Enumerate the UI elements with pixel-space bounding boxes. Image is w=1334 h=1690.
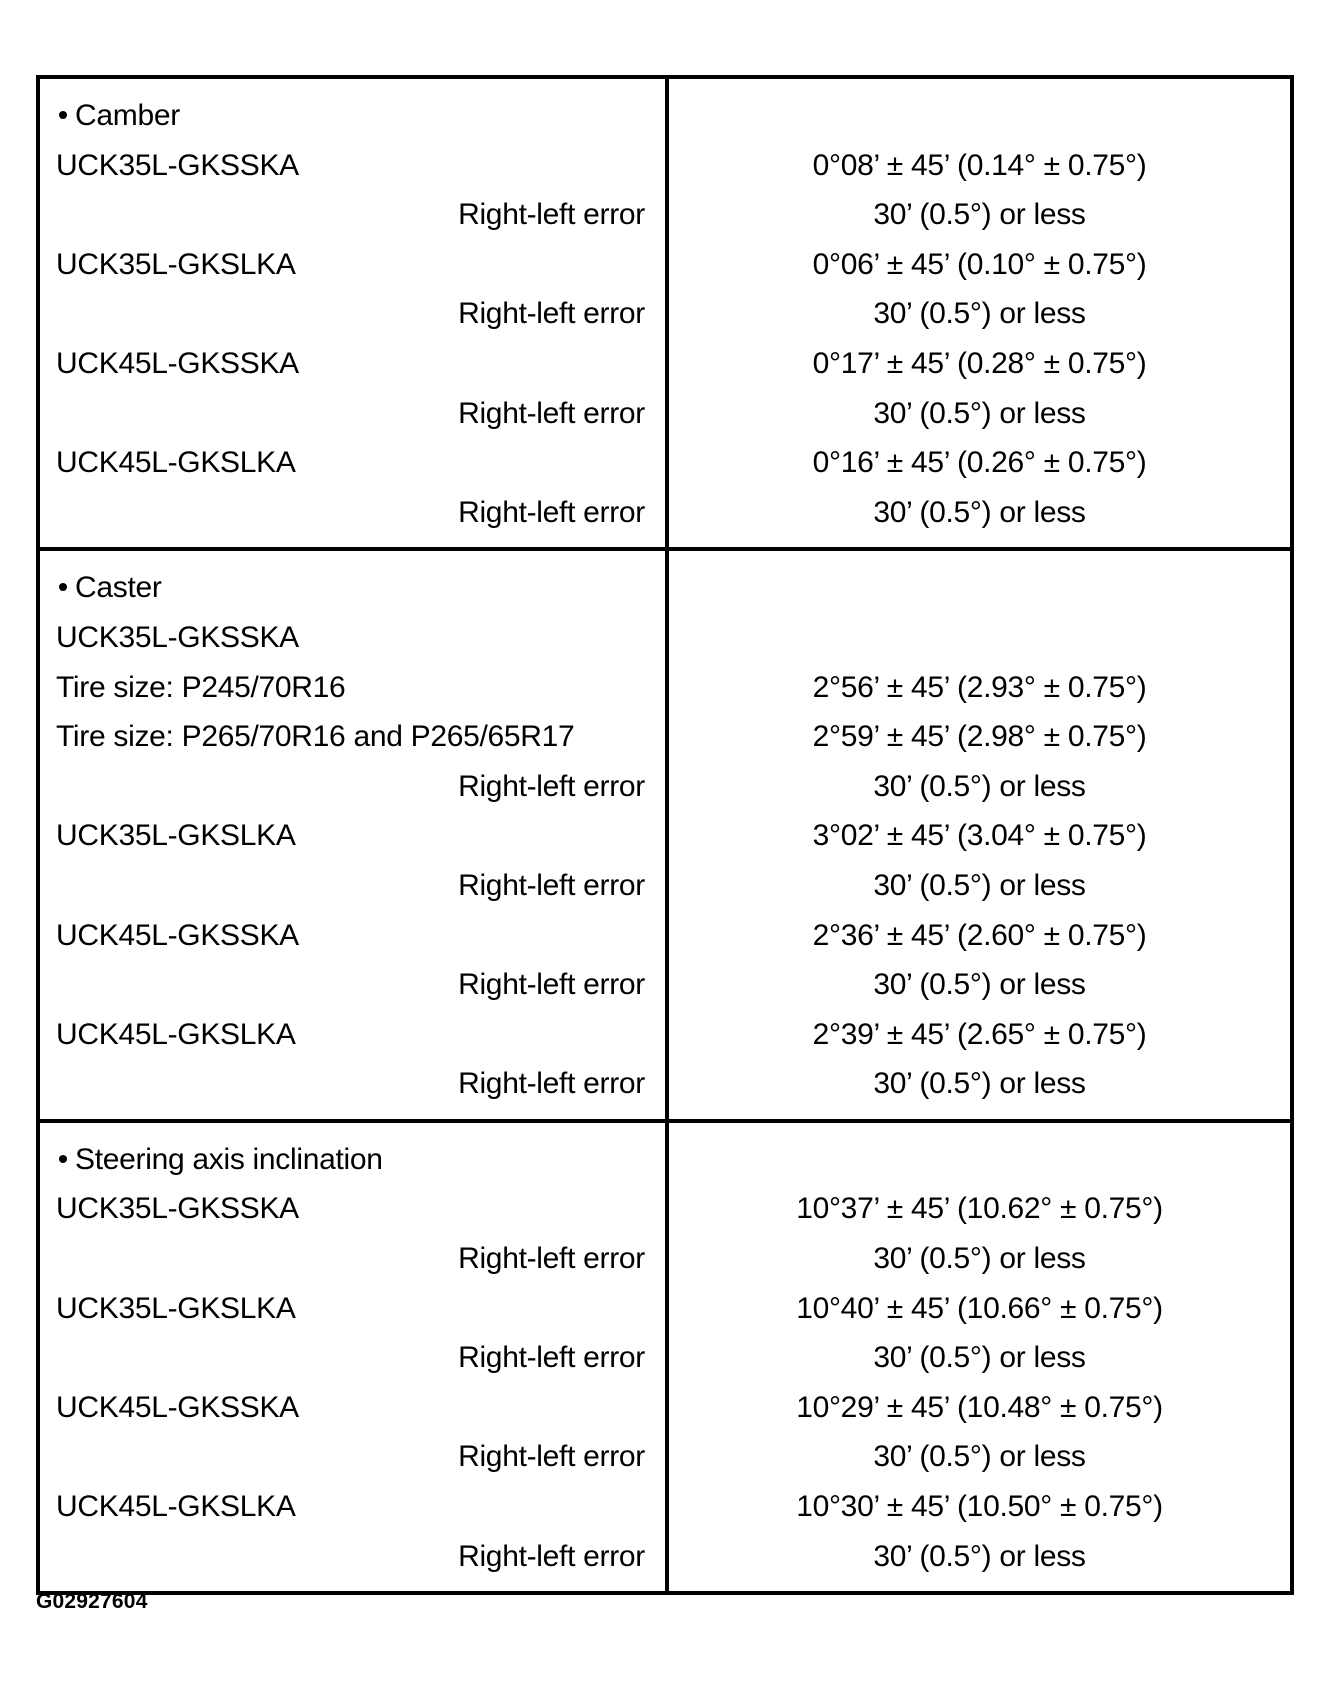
section-heading [56, 1135, 645, 1185]
bullet-icon [59, 111, 67, 119]
spec-value: 10°40’ ± 45’ (10.66° ± 0.75°) [796, 1291, 1163, 1325]
section-steering-axis-inclination [40, 1119, 1290, 1591]
blank-value [669, 563, 1290, 613]
right-left-error-label: Right-left error [458, 1440, 645, 1474]
error-value: 30’ (0.5°) or less [873, 495, 1086, 529]
error-value: 30’ (0.5°) or less [873, 297, 1086, 331]
model-label: UCK35L-GKSLKA [56, 819, 296, 853]
model-label: UCK45L-GKSLKA [56, 446, 296, 480]
section-caster [40, 547, 1290, 1119]
right-left-error-label: Right-left error [458, 297, 645, 331]
right-left-error-label: Right-left error [458, 968, 645, 1002]
section-title: Caster [75, 571, 162, 605]
error-value: 30’ (0.5°) or less [873, 1242, 1086, 1276]
spec-labels-column [40, 551, 669, 1119]
error-value: 30’ (0.5°) or less [873, 1341, 1086, 1375]
section-title: Steering axis inclination [75, 1142, 383, 1176]
section-camber [40, 79, 1290, 547]
error-value: 30’ (0.5°) or less [873, 1539, 1086, 1573]
spec-value: 0°06’ ± 45’ (0.10° ± 0.75°) [812, 247, 1147, 281]
section-heading [56, 563, 645, 613]
blank-value [669, 91, 1290, 141]
model-label: UCK45L-GKSLKA [56, 1490, 296, 1524]
spec-value: 2°39’ ± 45’ (2.65° ± 0.75°) [812, 1017, 1147, 1051]
spec-values-column [669, 1123, 1290, 1591]
right-left-error-label: Right-left error [458, 198, 645, 232]
model-label: UCK35L-GKSLKA [56, 1291, 296, 1325]
spec-value: 0°08’ ± 45’ (0.14° ± 0.75°) [812, 148, 1147, 182]
alignment-spec-table [36, 75, 1294, 1595]
right-left-error-label: Right-left error [458, 396, 645, 430]
spec-labels-column [40, 79, 669, 547]
right-left-error-label: Right-left error [458, 1067, 645, 1101]
right-left-error-label: Right-left error [458, 1539, 645, 1573]
model-label: UCK45L-GKSSKA [56, 1390, 299, 1424]
blank-value [669, 613, 1290, 663]
blank-value [669, 1135, 1290, 1185]
model-label: UCK45L-GKSLKA [56, 1017, 296, 1051]
bullet-icon [59, 1155, 67, 1163]
spec-value: 2°59’ ± 45’ (2.98° ± 0.75°) [812, 720, 1147, 754]
spec-values-column [669, 551, 1290, 1119]
error-value: 30’ (0.5°) or less [873, 396, 1086, 430]
right-left-error-label: Right-left error [458, 1341, 645, 1375]
error-value: 30’ (0.5°) or less [873, 968, 1086, 1002]
section-heading [56, 91, 645, 141]
model-label: UCK35L-GKSSKA [56, 1192, 299, 1226]
model-label: UCK35L-GKSSKA [56, 620, 299, 654]
right-left-error-label: Right-left error [458, 868, 645, 902]
error-value: 30’ (0.5°) or less [873, 1440, 1086, 1474]
spec-value: 10°30’ ± 45’ (10.50° ± 0.75°) [796, 1490, 1163, 1524]
spec-value: 0°17’ ± 45’ (0.28° ± 0.75°) [812, 346, 1147, 380]
error-value: 30’ (0.5°) or less [873, 769, 1086, 803]
spec-value: 3°02’ ± 45’ (3.04° ± 0.75°) [812, 819, 1147, 853]
tire-size-label: Tire size: P245/70R16 [56, 670, 346, 704]
spec-value: 2°56’ ± 45’ (2.93° ± 0.75°) [812, 670, 1147, 704]
spec-value: 2°36’ ± 45’ (2.60° ± 0.75°) [812, 918, 1147, 952]
spec-value: 10°37’ ± 45’ (10.62° ± 0.75°) [796, 1192, 1163, 1226]
error-value: 30’ (0.5°) or less [873, 1067, 1086, 1101]
right-left-error-label: Right-left error [458, 769, 645, 803]
spec-labels-column [40, 1123, 669, 1591]
model-label: UCK45L-GKSSKA [56, 918, 299, 952]
spec-values-column [669, 79, 1290, 547]
right-left-error-label: Right-left error [458, 495, 645, 529]
bullet-icon [59, 583, 67, 591]
model-label: UCK45L-GKSSKA [56, 346, 299, 380]
error-value: 30’ (0.5°) or less [873, 868, 1086, 902]
model-label: UCK35L-GKSSKA [56, 148, 299, 182]
section-title: Camber [75, 99, 180, 132]
tire-size-label: Tire size: P265/70R16 and P265/65R17 [56, 720, 575, 754]
spec-value: 0°16’ ± 45’ (0.26° ± 0.75°) [812, 446, 1147, 480]
model-label: UCK35L-GKSLKA [56, 247, 296, 281]
figure-id: G02927604 [36, 1590, 148, 1613]
right-left-error-label: Right-left error [458, 1242, 645, 1276]
spec-value: 10°29’ ± 45’ (10.48° ± 0.75°) [796, 1390, 1163, 1424]
error-value: 30’ (0.5°) or less [873, 198, 1086, 232]
